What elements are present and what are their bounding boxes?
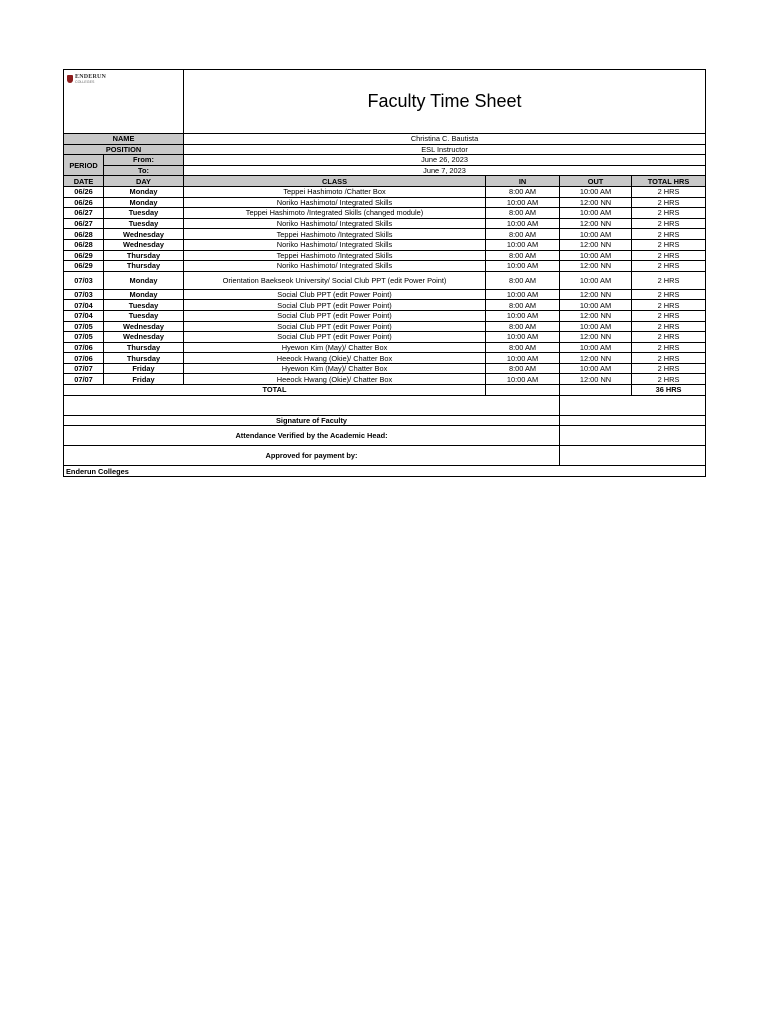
shield-icon (67, 75, 73, 83)
day-cell: Monday (104, 289, 184, 300)
class-cell: Social Club PPT (edit Power Point) (184, 310, 486, 321)
total-hours-cell: 2 HRS (632, 363, 706, 374)
total-hours-cell: 2 HRS (632, 374, 706, 385)
out-cell: 12:00 NN (560, 239, 632, 250)
out-cell: 10:00 AM (560, 300, 632, 311)
position-label: POSITION (64, 144, 184, 155)
out-cell: 10:00 AM (560, 342, 632, 353)
table-row (64, 239, 706, 250)
class-cell: Social Club PPT (edit Power Point) (184, 321, 486, 332)
total-hours-cell: 2 HRS (632, 229, 706, 240)
in-cell: 10:00 AM (486, 332, 560, 343)
total-hours-cell: 2 HRS (632, 271, 706, 289)
in-cell: 8:00 AM (486, 271, 560, 289)
out-cell: 12:00 NN (560, 332, 632, 343)
table-row (64, 186, 706, 197)
from-value: June 26, 2023 (184, 155, 706, 166)
table-row (64, 208, 706, 219)
class-cell: Hyewon Kim (May)/ Chatter Box (184, 363, 486, 374)
column-header-day: DAY (104, 176, 184, 187)
out-cell: 12:00 NN (560, 310, 632, 321)
timesheet (63, 69, 705, 477)
total-hours-cell: 2 HRS (632, 250, 706, 261)
name-value: Christina C. Bautista (184, 134, 706, 145)
class-cell: Social Club PPT (edit Power Point) (184, 289, 486, 300)
in-cell: 10:00 AM (486, 289, 560, 300)
in-cell: 8:00 AM (486, 342, 560, 353)
date-cell: 07/07 (64, 363, 104, 374)
date-cell: 07/04 (64, 310, 104, 321)
table-row (64, 271, 706, 289)
out-cell: 10:00 AM (560, 271, 632, 289)
column-header-out: OUT (560, 176, 632, 187)
in-cell: 10:00 AM (486, 310, 560, 321)
verified-signature-field[interactable] (560, 426, 706, 446)
table-row (64, 363, 706, 374)
column-header-row (64, 176, 706, 187)
day-cell: Monday (104, 271, 184, 289)
logo-subtitle: COLLEGES (75, 80, 95, 84)
class-cell: Social Club PPT (edit Power Point) (184, 332, 486, 343)
in-cell: 10:00 AM (486, 218, 560, 229)
column-header-total: TOTAL HRS (632, 176, 706, 187)
period-label: PERIOD (64, 155, 104, 176)
table-row (64, 353, 706, 364)
total-label: TOTAL (64, 385, 486, 396)
logo-name: ENDERUN (75, 74, 107, 80)
position-value: ESL Instructor (184, 144, 706, 155)
in-cell: 10:00 AM (486, 353, 560, 364)
date-cell: 07/04 (64, 300, 104, 311)
day-cell: Tuesday (104, 300, 184, 311)
total-hours-cell: 2 HRS (632, 300, 706, 311)
out-cell: 10:00 AM (560, 229, 632, 240)
class-cell: Heeock Hwang (Okie)/ Chatter Box (184, 353, 486, 364)
table-row (64, 261, 706, 272)
date-cell: 07/03 (64, 289, 104, 300)
total-hours-cell: 2 HRS (632, 342, 706, 353)
day-cell: Monday (104, 186, 184, 197)
date-cell: 07/06 (64, 353, 104, 364)
table-row (64, 197, 706, 208)
total-row (64, 385, 706, 396)
day-cell: Tuesday (104, 218, 184, 229)
out-cell: 10:00 AM (560, 321, 632, 332)
table-row (64, 310, 706, 321)
to-value: June 7, 2023 (184, 165, 706, 176)
out-cell: 12:00 NN (560, 261, 632, 272)
approved-signature-field[interactable] (560, 446, 706, 466)
table-row (64, 342, 706, 353)
out-cell: 12:00 NN (560, 289, 632, 300)
date-cell: 06/27 (64, 208, 104, 219)
total-hours-cell: 2 HRS (632, 186, 706, 197)
institution-footer: Enderun Colleges (64, 466, 706, 477)
out-cell: 12:00 NN (560, 353, 632, 364)
in-cell: 10:00 AM (486, 261, 560, 272)
institution-logo (67, 74, 183, 84)
total-out-blank (560, 385, 632, 396)
total-hours-cell: 2 HRS (632, 218, 706, 229)
total-hours-cell: 2 HRS (632, 261, 706, 272)
date-cell: 06/26 (64, 197, 104, 208)
total-hours-cell: 2 HRS (632, 310, 706, 321)
in-cell: 8:00 AM (486, 208, 560, 219)
from-label: From: (104, 155, 184, 166)
in-cell: 10:00 AM (486, 197, 560, 208)
day-cell: Thursday (104, 353, 184, 364)
class-cell: Teppei Hashimoto /Integrated Skills (changed module) (184, 208, 486, 219)
day-cell: Wednesday (104, 229, 184, 240)
approved-label: Approved for payment by: (64, 446, 560, 466)
total-hours-cell: 2 HRS (632, 332, 706, 343)
total-hours-cell: 2 HRS (632, 197, 706, 208)
faculty-signature-label: Signature of Faculty (64, 415, 560, 426)
day-cell: Wednesday (104, 332, 184, 343)
date-cell: 07/03 (64, 271, 104, 289)
class-cell: Noriko Hashimoto/ Integrated Skills (184, 239, 486, 250)
out-cell: 10:00 AM (560, 250, 632, 261)
class-cell: Heeock Hwang (Okie)/ Chatter Box (184, 374, 486, 385)
day-cell: Tuesday (104, 310, 184, 321)
column-header-in: IN (486, 176, 560, 187)
table-row (64, 289, 706, 300)
date-cell: 06/29 (64, 261, 104, 272)
total-hours-cell: 2 HRS (632, 321, 706, 332)
table-row (64, 218, 706, 229)
class-cell: Hyewon Kim (May)/ Chatter Box (184, 342, 486, 353)
date-cell: 06/26 (64, 186, 104, 197)
date-cell: 06/27 (64, 218, 104, 229)
faculty-signature-field[interactable] (560, 415, 706, 426)
in-cell: 10:00 AM (486, 239, 560, 250)
table-row (64, 332, 706, 343)
date-cell: 06/28 (64, 229, 104, 240)
day-cell: Tuesday (104, 208, 184, 219)
name-label: NAME (64, 134, 184, 145)
class-cell: Orientation Baekseok University/ Social Club PPT (edit Power Point) (184, 271, 486, 289)
out-cell: 12:00 NN (560, 218, 632, 229)
page-title: Faculty Time Sheet (184, 70, 706, 134)
in-cell: 8:00 AM (486, 250, 560, 261)
date-cell: 07/05 (64, 332, 104, 343)
out-cell: 10:00 AM (560, 363, 632, 374)
total-value: 36 HRS (632, 385, 706, 396)
day-cell: Thursday (104, 342, 184, 353)
table-row (64, 250, 706, 261)
day-cell: Wednesday (104, 321, 184, 332)
table-row (64, 374, 706, 385)
total-hours-cell: 2 HRS (632, 208, 706, 219)
date-cell: 06/29 (64, 250, 104, 261)
total-hours-cell: 2 HRS (632, 239, 706, 250)
day-cell: Monday (104, 197, 184, 208)
class-cell: Noriko Hashimoto/ Integrated Skills (184, 197, 486, 208)
date-cell: 07/07 (64, 374, 104, 385)
day-cell: Friday (104, 374, 184, 385)
table-row (64, 300, 706, 311)
day-cell: Thursday (104, 250, 184, 261)
class-cell: Social Club PPT (edit Power Point) (184, 300, 486, 311)
class-cell: Teppei Hashimoto /Chatter Box (184, 186, 486, 197)
class-cell: Teppei Hashimoto /Integrated Skills (184, 229, 486, 240)
day-cell: Wednesday (104, 239, 184, 250)
total-in-blank (486, 385, 560, 396)
in-cell: 8:00 AM (486, 300, 560, 311)
class-cell: Teppei Hashimoto /Integrated Skills (184, 250, 486, 261)
table-row (64, 229, 706, 240)
date-cell: 07/05 (64, 321, 104, 332)
date-cell: 06/28 (64, 239, 104, 250)
date-cell: 07/06 (64, 342, 104, 353)
spacer-cell (64, 395, 560, 415)
verified-label: Attendance Verified by the Academic Head: (64, 426, 560, 446)
day-cell: Friday (104, 363, 184, 374)
in-cell: 8:00 AM (486, 321, 560, 332)
total-hours-cell: 2 HRS (632, 353, 706, 364)
day-cell: Thursday (104, 261, 184, 272)
column-header-class: CLASS (184, 176, 486, 187)
class-cell: Noriko Hashimoto/ Integrated Skills (184, 218, 486, 229)
logo-cell (64, 70, 184, 134)
out-cell: 10:00 AM (560, 186, 632, 197)
out-cell: 12:00 NN (560, 197, 632, 208)
column-header-date: DATE (64, 176, 104, 187)
class-cell: Noriko Hashimoto/ Integrated Skills (184, 261, 486, 272)
total-hours-cell: 2 HRS (632, 289, 706, 300)
spacer-cell-right (560, 395, 706, 415)
out-cell: 12:00 NN (560, 374, 632, 385)
in-cell: 10:00 AM (486, 374, 560, 385)
to-label: To: (104, 165, 184, 176)
timesheet-table (63, 69, 706, 477)
table-row (64, 321, 706, 332)
in-cell: 8:00 AM (486, 363, 560, 374)
in-cell: 8:00 AM (486, 186, 560, 197)
out-cell: 10:00 AM (560, 208, 632, 219)
in-cell: 8:00 AM (486, 229, 560, 240)
